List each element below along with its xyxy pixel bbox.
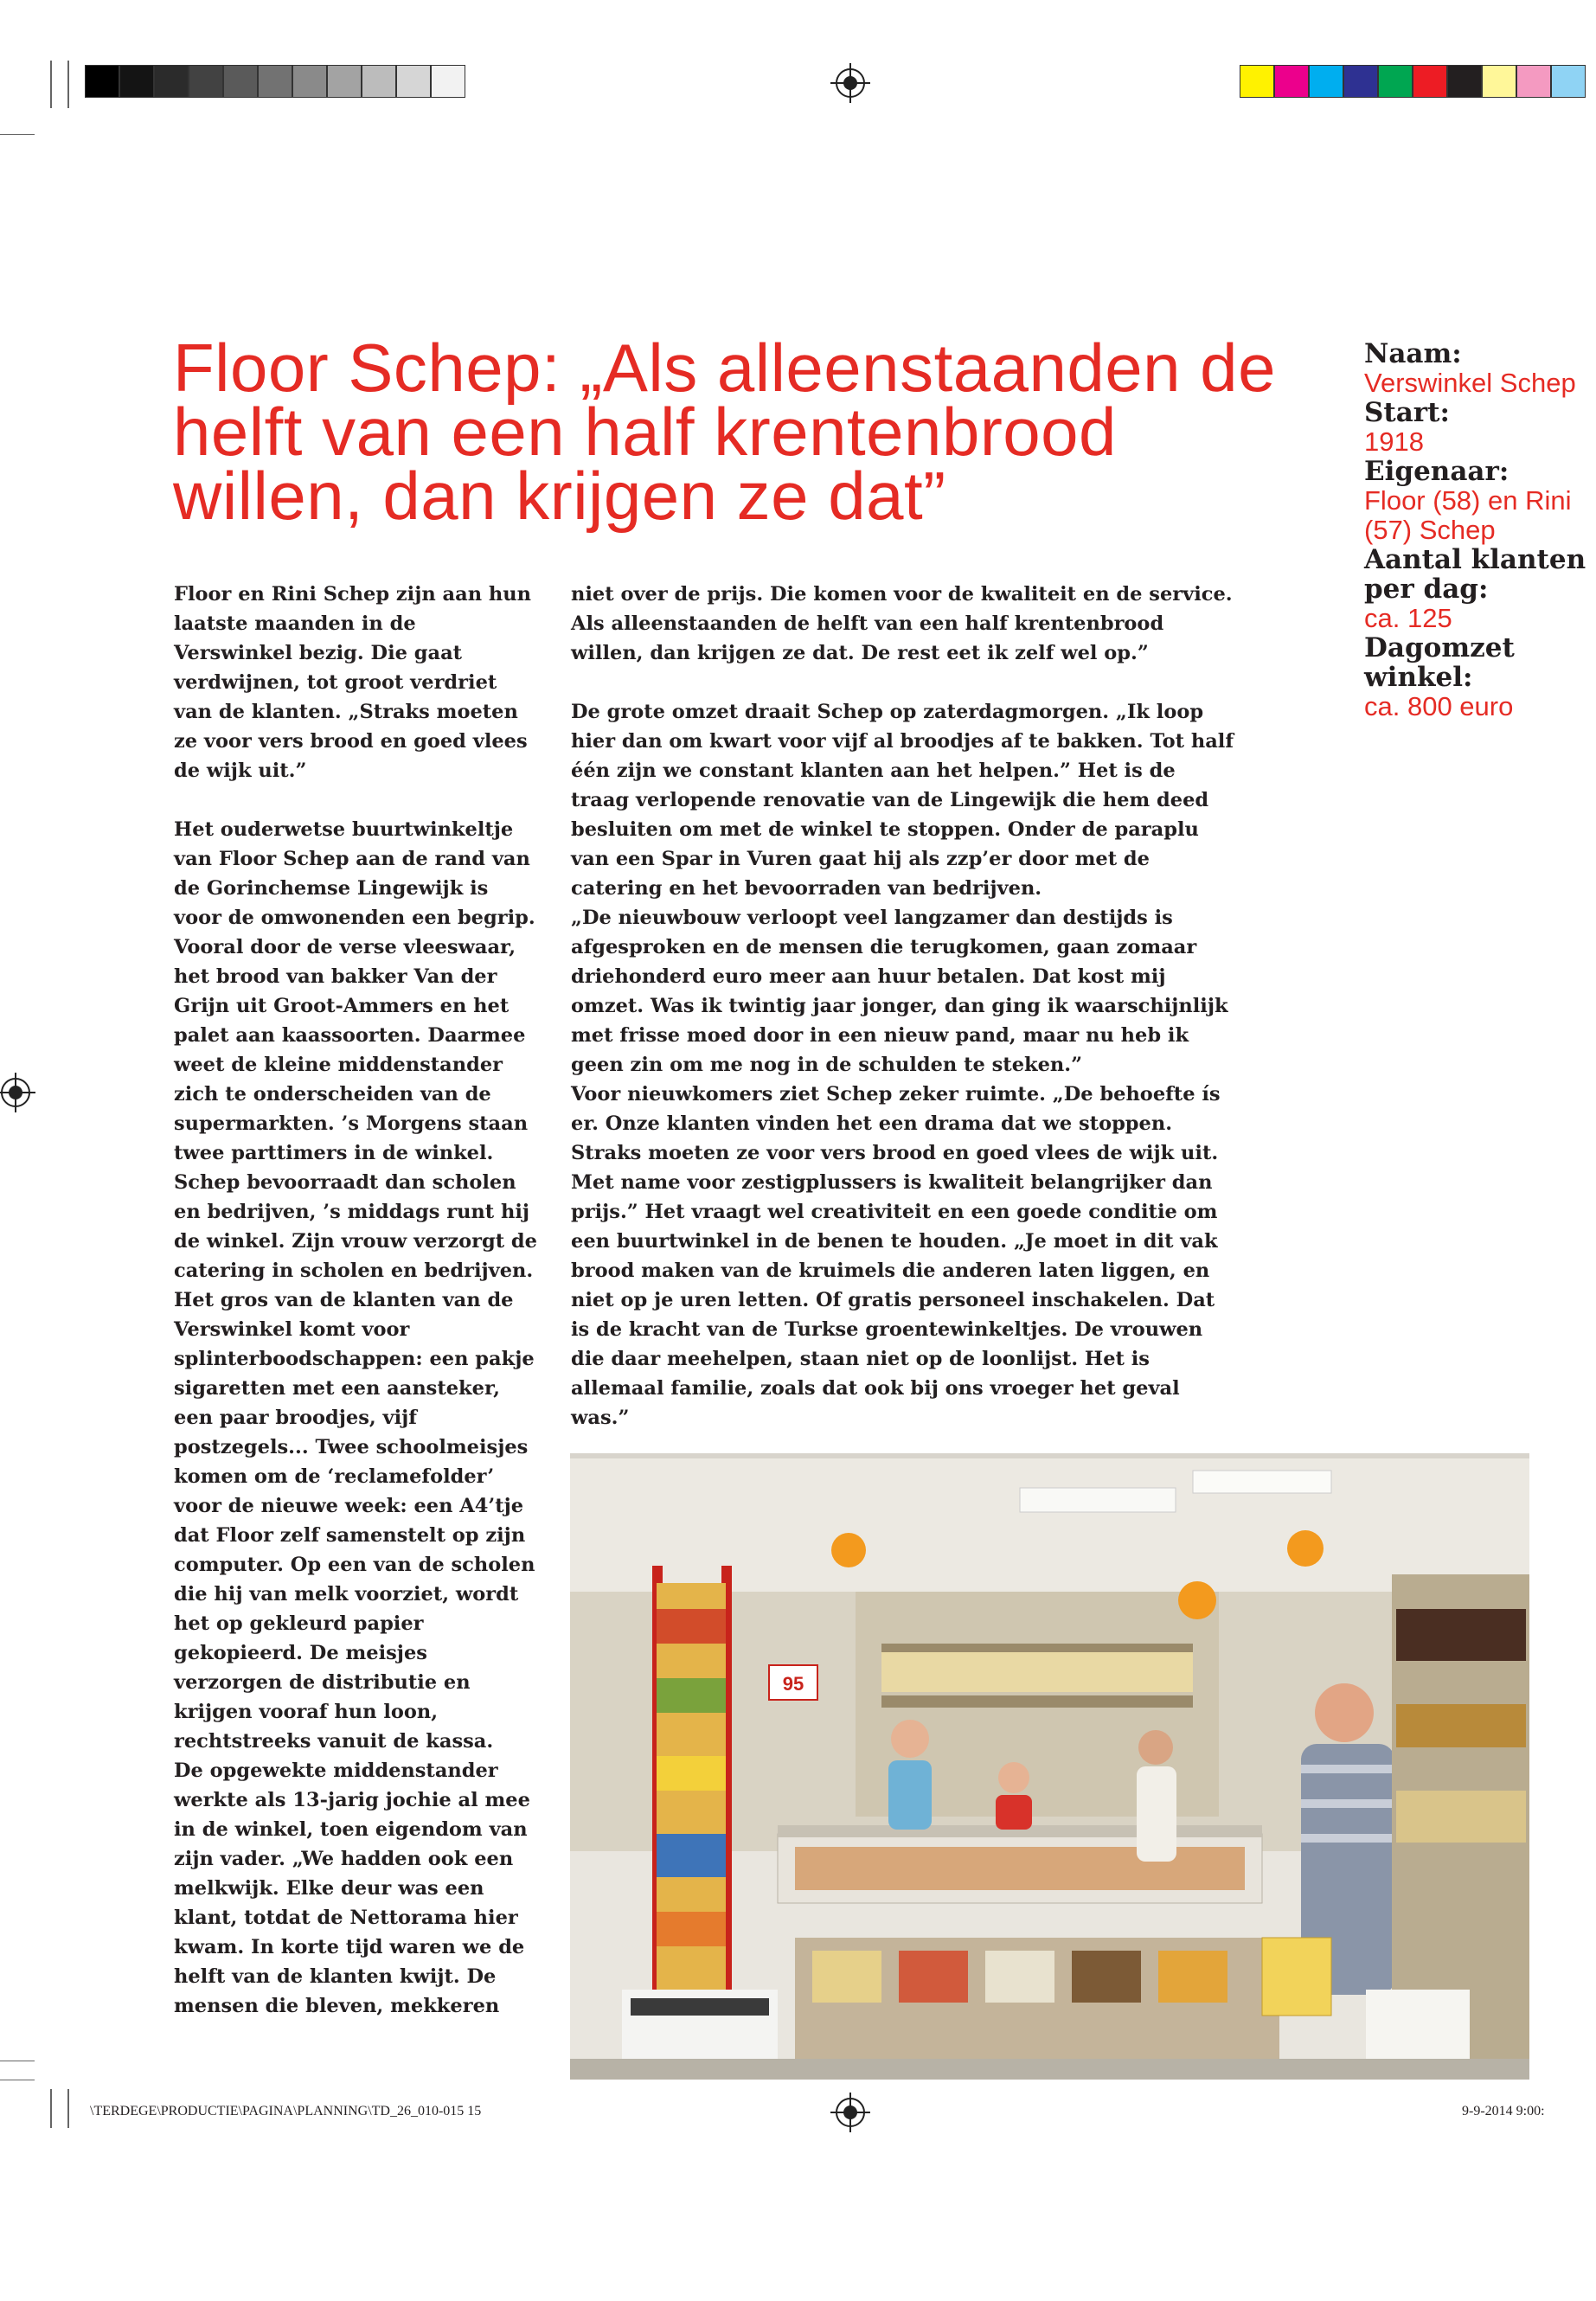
color-swatch <box>1447 65 1482 98</box>
crop-mark <box>67 61 69 108</box>
shop-photo-illustration <box>570 1453 1529 2080</box>
color-swatch <box>1343 65 1378 98</box>
price-sign: 95 <box>782 1673 804 1695</box>
color-swatch <box>1482 65 1516 98</box>
gray-swatch <box>362 65 396 98</box>
body-paragraph: Het ouderwetse buurtwinkeltje van Floor Schep aan de rand van de Gorinchemse Lingewijk is voor de omwonenden een begrip. Vooral door de verse vleeswaar, het brood van bakker Van der Grijn uit Groot-Ammers en het palet aan kaassoorten. Daarmee weet de kleine middenstander zich te onderscheiden van de supermarkten. ’s Morgens staan twee parttimers in de winkel. Schep bevoorraadt dan scholen en bedrijven, ’s middags runt hij de winkel. Zijn vrouw verzorgt de catering in scholen en bedrijven. Het gros van de klanten van de Verswinkel komt voor splinterboodschappen: een pakje sigaretten met een aansteker, een paar broodjes, vijf postzegels... Twee schoolmeisjes komen om de ‘reclamefolder’ voor de nieuwe week: een A4’tje dat Floor zelf samenstelt op zijn computer. Op een van de scholen die hij van melk voorziet, wordt het op gekleurd papier gekopieerd. De meisjes verzorgen de distributie en krijgen vooraf hun loon, rechtstreeks vanuit de kassa. <box>174 818 537 1753</box>
fact-label: Start: <box>1364 397 1450 428</box>
gray-swatch <box>154 65 189 98</box>
body-paragraph: niet over de prijs. Die komen voor de kwaliteit en de service. Als alleenstaanden de helft van een half krentenbrood willen, dan krijgen ze dat. De rest eet ik zelf wel op.” <box>571 583 1233 664</box>
fact-value: ca. 800 euro <box>1364 691 1514 721</box>
fact-box <box>1364 339 1589 721</box>
fact-label: Eigenaar: <box>1364 456 1509 487</box>
color-swatch <box>1516 65 1551 98</box>
article-column-1 <box>174 580 537 2021</box>
gray-swatch <box>396 65 431 98</box>
color-swatch <box>1378 65 1413 98</box>
balloon <box>831 1533 866 1567</box>
fact-value: Verswinkel Schep <box>1364 368 1576 398</box>
color-swatch <box>1551 65 1586 98</box>
article-headline: Floor Schep: „Als alleenstaanden de helft van een half krentenbrood willen, dan krijgen ze dat” <box>173 330 1276 534</box>
crop-mark <box>50 2089 52 2128</box>
fact-value: Floor (58) en Rini (57) Schep <box>1364 485 1572 545</box>
balloon <box>1287 1530 1324 1567</box>
fact-label: Dagomzet winkel: <box>1364 632 1515 693</box>
color-swatch <box>1413 65 1447 98</box>
registration-mark-icon <box>836 2098 865 2127</box>
fact-value: ca. 125 <box>1364 603 1452 633</box>
gray-swatch <box>431 65 465 98</box>
fact-value: 1918 <box>1364 426 1424 457</box>
gray-swatch <box>223 65 258 98</box>
intro-paragraph: Floor en Rini Schep zijn aan hun laatste maanden in de Verswinkel bezig. Die gaat verdwijnen, tot groot verdriet van de klanten. „Straks moeten ze voor vers brood en goed vlees de wijk uit.” <box>174 583 531 782</box>
crop-mark <box>0 134 35 135</box>
crop-mark <box>67 2089 69 2128</box>
gray-swatch <box>292 65 327 98</box>
gray-swatch <box>85 65 119 98</box>
body-paragraph: De opgewekte middenstander werkte als 13-jarig jochie al mee in de winkel, toen eigendom van zijn vader. „We hadden ook een melkwijk. Elke deur was een klant, totdat de Nettorama hier kwam. In korte tijd waren we de helft van de klanten kwijt. De mensen die bleven, mekkeren <box>174 1759 530 2017</box>
file-path-slug: \TERDEGE\PRODUCTIE\PAGINA\PLANNING\TD_26_010-015 15 <box>90 2104 482 2118</box>
fact-label: Naam: <box>1364 338 1462 369</box>
registration-mark-icon <box>1 1078 30 1107</box>
body-paragraph: Voor nieuwkomers ziet Schep zeker ruimte. „De behoefte ís er. Onze klanten vinden het een drama dat we stoppen. Straks moeten ze voor vers brood en goed vlees de wijk uit. Met name voor zestigplussers is kwaliteit belangrijker dan prijs.” Het vraagt wel creativiteit en een goede conditie om een buurtwinkel in de benen te houden. „Je moet in dit vak brood maken van de kruimels die anderen laten liggen, en niet op je uren letten. Of gratis personeel inschakelen. Dat is de kracht van de Turkse groentewinkeltjes. De vrouwen die daar meehelpen, staan niet op de loonlijst. Het is allemaal familie, zoals dat ook bij ons vroeger het geval was.” <box>571 1083 1221 1429</box>
shop-interior-photo <box>570 1453 1529 2080</box>
crop-mark <box>50 61 52 108</box>
body-paragraph: „De nieuwbouw verloopt veel langzamer dan destijds is afgesproken en de mensen die terugkomen, gaan zomaar driehonderd euro meer aan huur betalen. Dat kost mij omzet. Was ik twintig jaar jonger, dan ging ik waarschijnlijk met frisse moed door in een nieuw pand, maar nu heb ik geen zin om me nog in de schulden te steken.” <box>571 907 1228 1076</box>
body-paragraph: De grote omzet draait Schep op zaterdagmorgen. „Ik loop hier dan om kwart voor vijf al broodjes af te bakken. Tot half één zijn we constant klanten aan het helpen.” Het is de traag verlopende renovatie van de Lingewijk die hem deed besluiten om met de winkel te stoppen. Onder de paraplu van een Spar in Vuren gaat hij als zzp’er door met de catering en het bevoorraden van bedrijven. <box>571 701 1234 900</box>
gray-swatch <box>119 65 154 98</box>
registration-mark-icon <box>836 68 865 98</box>
gray-swatch <box>258 65 292 98</box>
color-swatch <box>1309 65 1343 98</box>
print-date-slug: 9-9-2014 9:00: <box>1462 2104 1545 2118</box>
balloon <box>1178 1581 1216 1619</box>
color-swatch <box>1274 65 1309 98</box>
gray-swatch <box>189 65 223 98</box>
article-column-2 <box>571 580 1237 1433</box>
color-swatch <box>1240 65 1274 98</box>
fact-label: Aantal klanten per dag: <box>1364 544 1586 605</box>
gray-swatch <box>327 65 362 98</box>
